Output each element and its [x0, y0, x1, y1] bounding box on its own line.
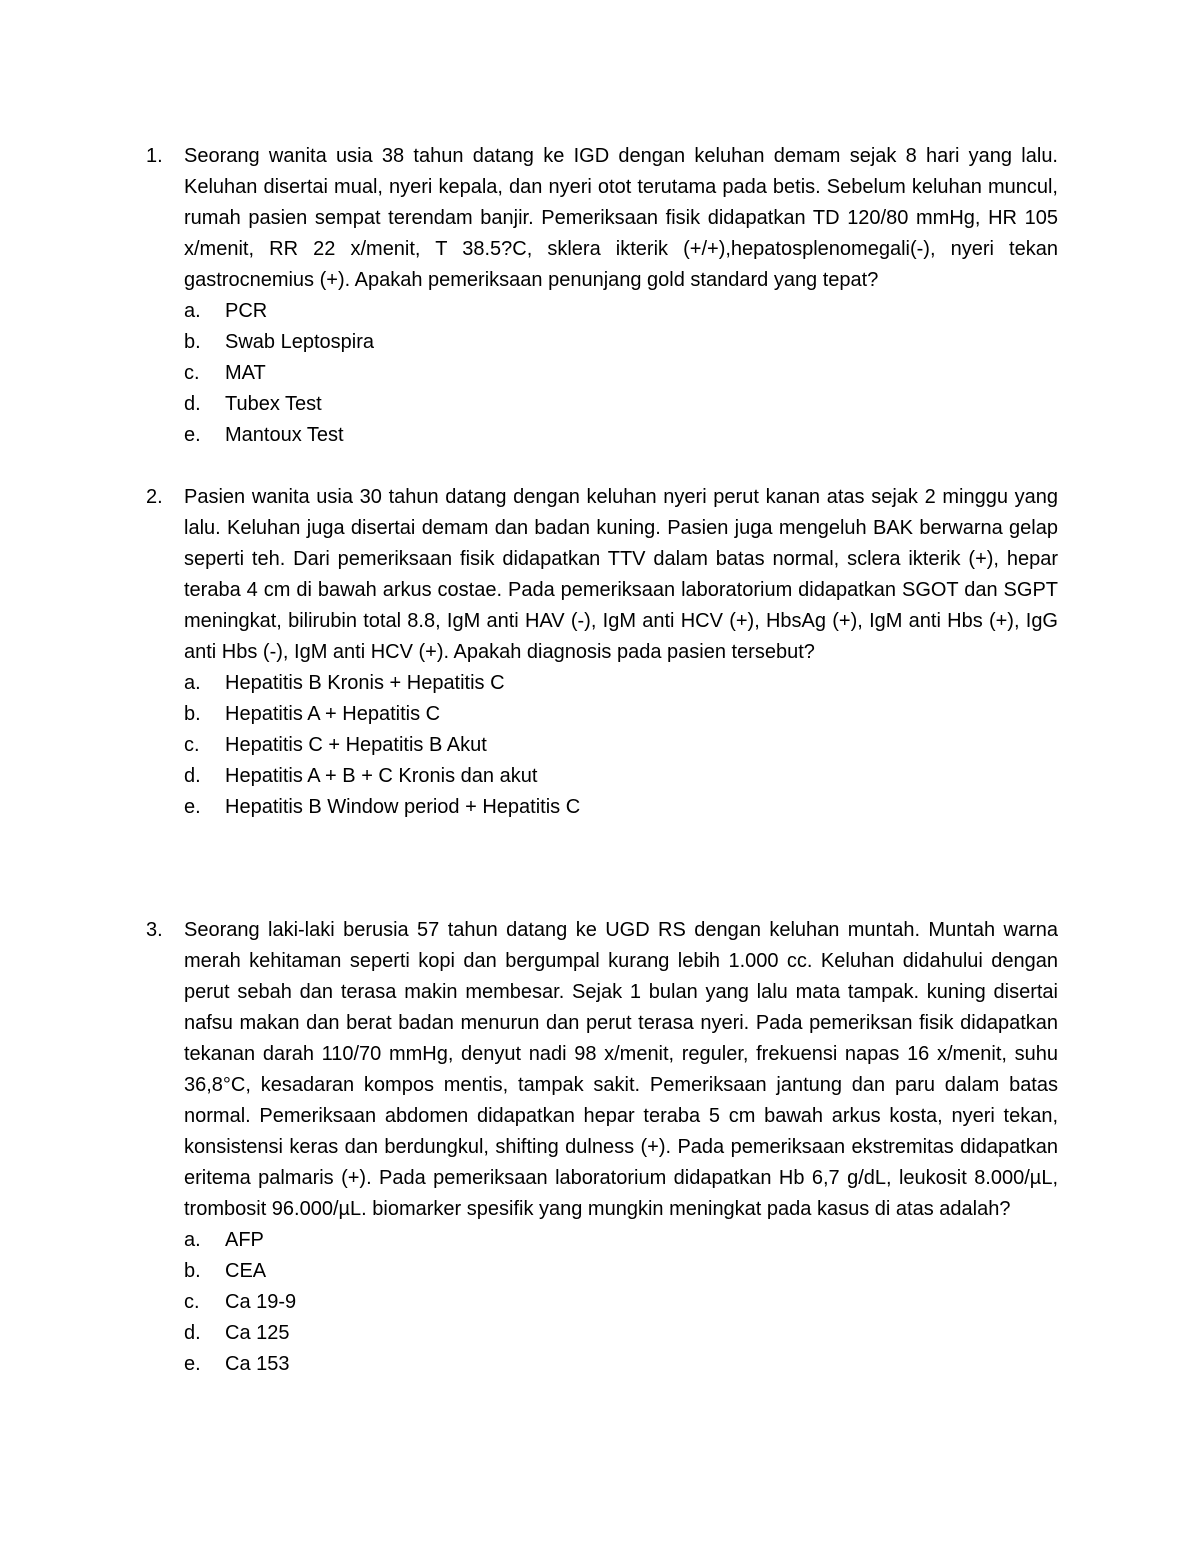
- answer-option-e: [184, 792, 1058, 823]
- option-letter: c.: [184, 362, 200, 384]
- option-letter: c.: [184, 734, 200, 756]
- answer-options: [146, 1225, 1058, 1380]
- question-text: Seorang laki-laki berusia 57 tahun datang ke UGD RS dengan keluhan muntah. Muntah warna merah kehitaman seperti kopi dan bergumpal kurang lebih 1.000 cc. Keluhan didahului dengan perut sebah dan terasa makin membesar. Sejak 1 bulan yang lalu mata tampak. kuning disertai nafsu makan dan berat badan menurun dan perut terasa nyeri. Pada pemeriksan fisik didapatkan tekanan darah 110/70 mmHg, denyut nadi 98 x/menit, reguler, frekuensi napas 16 x/menit, suhu 36,8°C, kesadaran kompos mentis, tampak sakit. Pemeriksaan jantung dan paru dalam batas normal. Pemeriksaan abdomen didapatkan hepar teraba 5 cm bawah arkus kosta, nyeri tekan, konsistensi keras dan berdungkul, shifting dulness (+). Pada pemeriksaan ekstremitas didapatkan eritema palmaris (+). Pada pemeriksaan laboratorium didapatkan Hb 6,7 g/dL, leukosit 8.000/µL, trombosit 96.000/µL. biomarker spesifik yang mungkin meningkat pada kasus di atas adalah?: [184, 919, 1058, 1220]
- option-text: Ca 19-9: [225, 1291, 297, 1313]
- answer-option-a: [184, 668, 1058, 699]
- answer-options: [146, 296, 1058, 451]
- option-text: Ca 153: [225, 1353, 290, 1375]
- answer-option-d: [184, 761, 1058, 792]
- option-letter: d.: [184, 393, 201, 415]
- answer-option-b: [184, 699, 1058, 730]
- option-letter: b.: [184, 1260, 201, 1282]
- answer-option-a: [184, 1225, 1058, 1256]
- option-text: Hepatitis B Kronis + Hepatitis C: [225, 672, 505, 694]
- option-letter: e.: [184, 1353, 201, 1375]
- option-text: AFP: [225, 1229, 264, 1251]
- option-text: Hepatitis C + Hepatitis B Akut: [225, 734, 487, 756]
- question-number: 2.: [146, 486, 163, 508]
- option-letter: b.: [184, 331, 201, 353]
- question-2: [146, 482, 1058, 823]
- answer-options: [146, 668, 1058, 823]
- option-text: Tubex Test: [225, 393, 322, 415]
- option-text: PCR: [225, 300, 268, 322]
- question-number: 3.: [146, 919, 163, 941]
- question-text: Pasien wanita usia 30 tahun datang dengan keluhan nyeri perut kanan atas sejak 2 minggu yang lalu. Keluhan juga disertai demam dan badan kuning. Pasien juga mengeluh BAK berwarna gelap seperti teh. Dari pemeriksaan fisik didapatkan TTV dalam batas normal, sclera ikterik (+), hepar teraba 4 cm di bawah arkus costae. Pada pemeriksaan laboratorium didapatkan SGOT dan SGPT meningkat, bilirubin total 8.8, IgM anti HAV (-), IgM anti HCV (+), HbsAg (+), IgM anti Hbs (+), IgG anti Hbs (-), IgM anti HCV (+). Apakah diagnosis pada pasien tersebut?: [184, 486, 1058, 663]
- option-text: Hepatitis B Window period + Hepatitis C: [225, 796, 581, 818]
- answer-option-b: [184, 1256, 1058, 1287]
- option-text: Ca 125: [225, 1322, 290, 1344]
- option-letter: d.: [184, 1322, 201, 1344]
- option-text: MAT: [225, 362, 266, 384]
- option-letter: a.: [184, 300, 201, 322]
- answer-option-d: [184, 389, 1058, 420]
- option-text: CEA: [225, 1260, 267, 1282]
- option-letter: e.: [184, 796, 201, 818]
- option-letter: b.: [184, 703, 201, 725]
- option-letter: c.: [184, 1291, 200, 1313]
- option-text: Hepatitis A + B + C Kronis dan akut: [225, 765, 538, 787]
- option-text: Hepatitis A + Hepatitis C: [225, 703, 441, 725]
- question-3: [146, 915, 1058, 1380]
- answer-option-e: [184, 1349, 1058, 1380]
- option-letter: e.: [184, 424, 201, 446]
- option-text: Mantoux Test: [225, 424, 344, 446]
- answer-option-d: [184, 1318, 1058, 1349]
- question-number: 1.: [146, 145, 163, 167]
- question-1: [146, 141, 1058, 451]
- answer-option-c: [184, 730, 1058, 761]
- question-text: Seorang wanita usia 38 tahun datang ke IGD dengan keluhan demam sejak 8 hari yang lalu. Keluhan disertai mual, nyeri kepala, dan nyeri otot terutama pada betis. Sebelum keluhan muncul, rumah pasien sempat terendam banjir. Pemeriksaan fisik didapatkan TD 120/80 mmHg, HR 105 x/menit, RR 22 x/menit, T 38.5?C, sklera ikterik (+/+),hepatosplenomegali(-), nyeri tekan gastrocnemius (+). Apakah pemeriksaan penunjang gold standard yang tepat?: [184, 145, 1058, 291]
- option-letter: a.: [184, 672, 201, 694]
- option-letter: d.: [184, 765, 201, 787]
- answer-option-c: [184, 1287, 1058, 1318]
- option-letter: a.: [184, 1229, 201, 1251]
- answer-option-e: [184, 420, 1058, 451]
- option-text: Swab Leptospira: [225, 331, 374, 353]
- answer-option-c: [184, 358, 1058, 389]
- answer-option-a: [184, 296, 1058, 327]
- answer-option-b: [184, 327, 1058, 358]
